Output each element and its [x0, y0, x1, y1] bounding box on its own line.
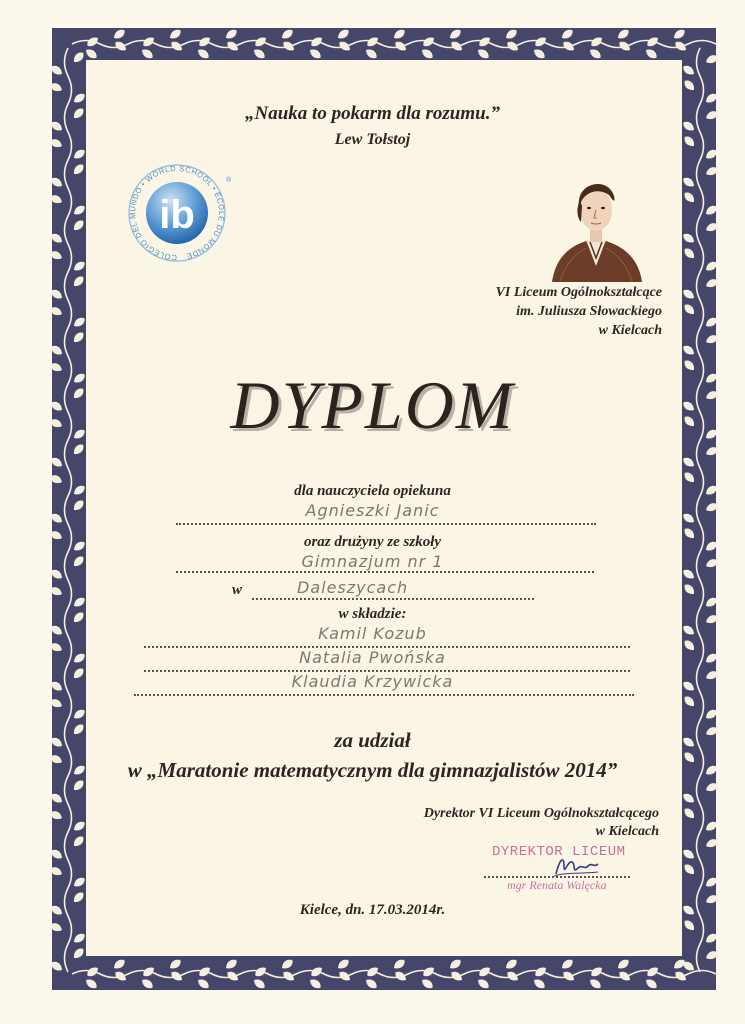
logo-ring-text: COLEGIO DEL MUNDO • WORLD SCHOOL • ÉCOLE DU MONDE	[127, 163, 227, 263]
town-dotted-line	[252, 598, 534, 600]
school-name-handwritten: Gimnazjum nr 1	[301, 552, 444, 571]
school-dotted-line	[176, 571, 594, 573]
quote-author: Lew Tołstoj	[334, 131, 411, 148]
member-3-handwritten: Klaudia Krzywicka	[291, 672, 454, 691]
director-stamp-name: mgr Renata Walęcka	[507, 878, 607, 892]
logo-letters: ib	[159, 193, 195, 237]
members-label: w składzie:	[338, 606, 407, 622]
team-label: oraz drużyny ze szkoły	[303, 534, 442, 550]
member-3-dotted-line	[134, 694, 634, 696]
teacher-name-handwritten: Agnieszki Janic	[305, 501, 440, 520]
school-name-block	[496, 283, 662, 340]
director-title-line-2: w Kielcach	[595, 824, 659, 839]
ib-world-school-logo	[118, 160, 236, 270]
school-line-2: im. Juliusza Słowackiego	[516, 304, 662, 319]
slowacki-portrait	[546, 170, 646, 282]
member-2-handwritten: Natalia Pwońska	[299, 648, 446, 667]
town-prefix: w	[232, 582, 243, 598]
quote-text: „Nauka to pokarm dla rozumu.”	[245, 103, 500, 124]
school-line-3: w Kielcach	[598, 323, 662, 338]
teacher-dotted-line	[176, 523, 596, 525]
svg-text:®: ®	[226, 177, 232, 184]
school-line-1: VI Liceum Ogólnokształcące	[495, 285, 662, 300]
place-and-date: Kielce, dn. 17.03.2014r.	[299, 902, 446, 918]
town-handwritten: Daleszycach	[297, 578, 409, 597]
member-1-handwritten: Kamil Kozub	[318, 624, 427, 643]
director-title-line-1: Dyrektor VI Liceum Ogólnokształcącego	[423, 806, 659, 821]
event-name: w „Maratonie matematycznym dla gimnazjalistów 2014”	[127, 758, 618, 782]
teacher-label: dla nauczyciela opiekuna	[294, 483, 451, 499]
participation-label: za udział	[334, 728, 411, 752]
director-stamp-title: DYREKTOR LICEUM	[492, 844, 626, 860]
diploma-title: DYPLOM	[230, 367, 515, 443]
